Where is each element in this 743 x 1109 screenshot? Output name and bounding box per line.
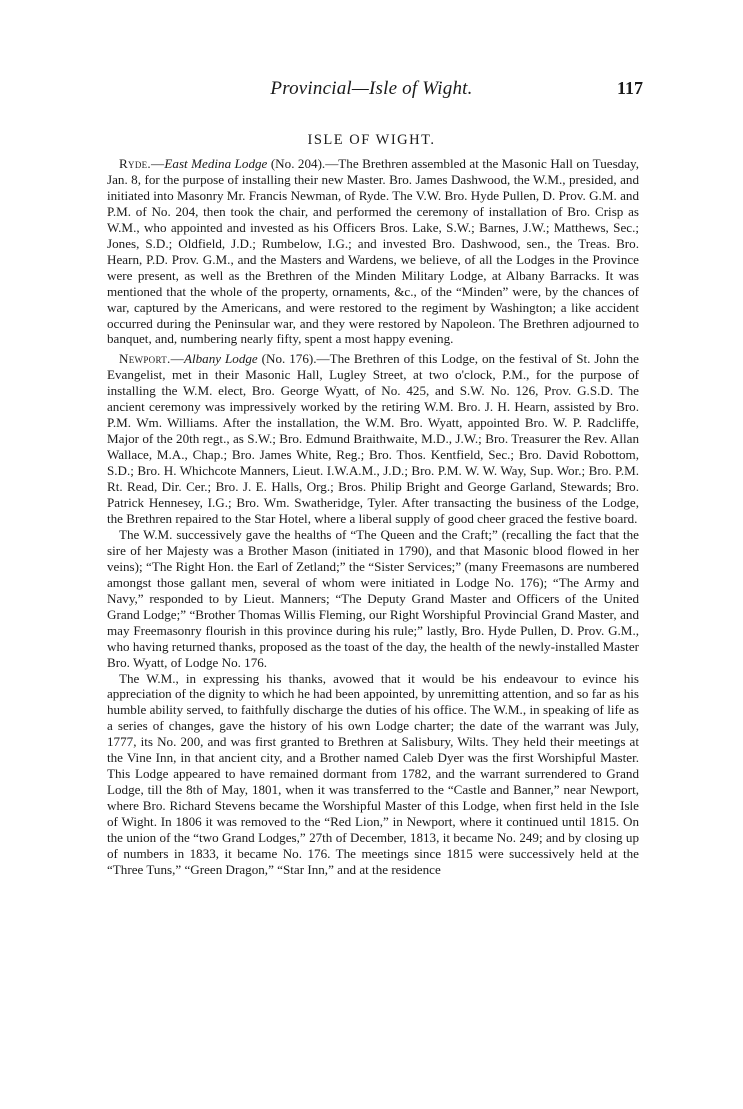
page-number: 117 bbox=[616, 78, 643, 98]
paragraph-ryde bbox=[107, 156, 639, 347]
article-body bbox=[107, 156, 639, 878]
paragraph-text: (No. 204).—The Brethren assembled at the Masonic Hall on Tuesday, Jan. 8, for the purpose of installing their new Master. Bro. James Dashwood, the W.M., presided, and initiated into Masonry Mr. Francis Newman, of Ryde. The V.W. Bro. Hyde Pullen, D. Prov. G.M. and P.M. of No. 204, then took the chair, and performed the ceremony of installation of Bro. Crisp as W.M., who appointed and invested as his Officers Bros. Lake, S.W.; Barnes, J.W.; Matthews, Sec.; Jones, S.D.; Oldfield, J.D.; Rumbelow, I.G.; and invested Bro. Dashwood, sen., the Treas. Bro. Hearn, P.D. Prov. G.M., and the Masters and Wardens, we believe, of all the Lodges in the Province were present, as well as the Brethren of the Minden Military Lodge, at Albany Barracks. It was mentioned that the whole of the property, ornaments, &c., of the “Minden” were, by the chances of war, captured by the Americans, and were restored to the regiment by Washington; a like accident occurred during the Peninsular war, and they were restored by Napoleon. The Brethren adjourned to banquet, and, numbering nearly fifty, spent a most happy evening. bbox=[107, 156, 639, 347]
paragraph-toasts bbox=[107, 527, 639, 671]
paragraph-text: The W.M. successively gave the healths of “The Queen and the Craft;” (recalling the fact that the sire of her Majesty was a Brother Mason (initiated in 1790), and that Masonic blood flowed in her veins); “The Right Hon. the Earl of Zetland;” the “Sister Services;” (many Freemasons are numbered amongst those gallant men, several of whom were initiated in Lodge No. 176); “The Army and Navy,” responded to by Lieut. Manners; “The Deputy Grand Master and Officers of the United Grand Lodge;” “Brother Thomas Willis Fleming, our Right Worshipful Provincial Grand Master, and may Freemasonry flourish in this province during his rule;” lastly, Bro. Hyde Pullen, D. Prov. G.M., who having returned thanks, proposed as the toast of the day, the health of the newly-installed Master Bro. Wyatt, of Lodge No. 176. bbox=[107, 526, 639, 670]
paragraph-newport bbox=[107, 351, 639, 526]
lodge-name: East Medina Lodge bbox=[164, 156, 268, 171]
paragraph-lead: Ryde.— bbox=[119, 156, 165, 171]
paragraph-text: The W.M., in expressing his thanks, avowed that it would be his endeavour to evince his appreciation of the dignity to which he had been appointed, by unremitting attention, and so far as his humble ability served, to faithfully discharge the duties of his office. The W.M., in speaking of life as a series of changes, gave the history of his own Lodge charter; the date of the warrant was July, 1777, its No. 200, and was first granted to Brethren at Salisbury, Wilts. They held their meetings at the Vine Inn, in that ancient city, and a Brother named Caleb Dyer was the first Worshipful Master. This Lodge appeared to have remained dormant from 1782, and the warrant surrendered to Grand Lodge, till the 8th of May, 1801, when it was transferred to the “Castle and Banner,” near Newport, where Bro. Richard Stevens became the Worshipful Master of this Lodge, when first held in the Isle of Wight. In 1806 it was removed to the “Red Lion,” in Newport, where it continued until 1815. On the union of the “two Grand Lodges,” 27th of December, 1813, it became No. 249; and by closing up of numbers in 1833, it became No. 176. The meetings since 1815 were successively held at the “Three Tuns,” “Green Dragon,” “Star Inn,” and at the residence bbox=[107, 670, 639, 877]
paragraph-history bbox=[107, 671, 639, 878]
lodge-name: Albany Lodge bbox=[183, 351, 258, 367]
running-head-title: Provincial—Isle of Wight. bbox=[270, 78, 473, 99]
paragraph-lead: Newport.— bbox=[119, 351, 184, 367]
section-title: ISLE OF WIGHT. bbox=[307, 132, 436, 148]
paragraph-text: (No. 176).—The Brethren of this Lodge, on the festival of St. John the Evangelist, met in their Masonic Hall, Lugley Street, at two o'clock, P.M., for the purpose of installing the W.M. elect, Bro. George Wyatt, of No. 425, and S.W. No. 126, Prov. G.S.D. The ancient ceremony was impressively worked by the retiring W.M. Bro. J. H. Hearn, assisted by Bro. P.M. Wm. Williams. After the installation, the W.M. Bro. Wyatt, appointed Bro. W. P. Radcliffe, Major of the 20th regt., as S.W.; Bro. Edmund Braithwaite, M.D., J.W.; Bro. Treasurer the Rev. Allan Wallace, M.A., Chap.; Bro. James White, Reg.; Bro. Thos. Kentfield, Sec.; Bro. David Robottom, S.D.; Bro. H. Whichcote Manners, Lieut. I.W.A.M., J.D.; Bro. P.M. W. W. Way, Sup. Wor.; Bro. P.M. Rt. Read, Dir. Cer.; Bro. J. E. Halls, Org.; Bros. Philip Bright and George Garland, Stewards; Bro. Patrick Hennesey, I.G.; Bro. Wm. Swatheridge, Tyler. After transacting the business of the Lodge, the Brethren repaired to the Star Hotel, where a liberal supply of good cheer graced the festive board. bbox=[107, 351, 639, 526]
running-head bbox=[100, 78, 643, 106]
